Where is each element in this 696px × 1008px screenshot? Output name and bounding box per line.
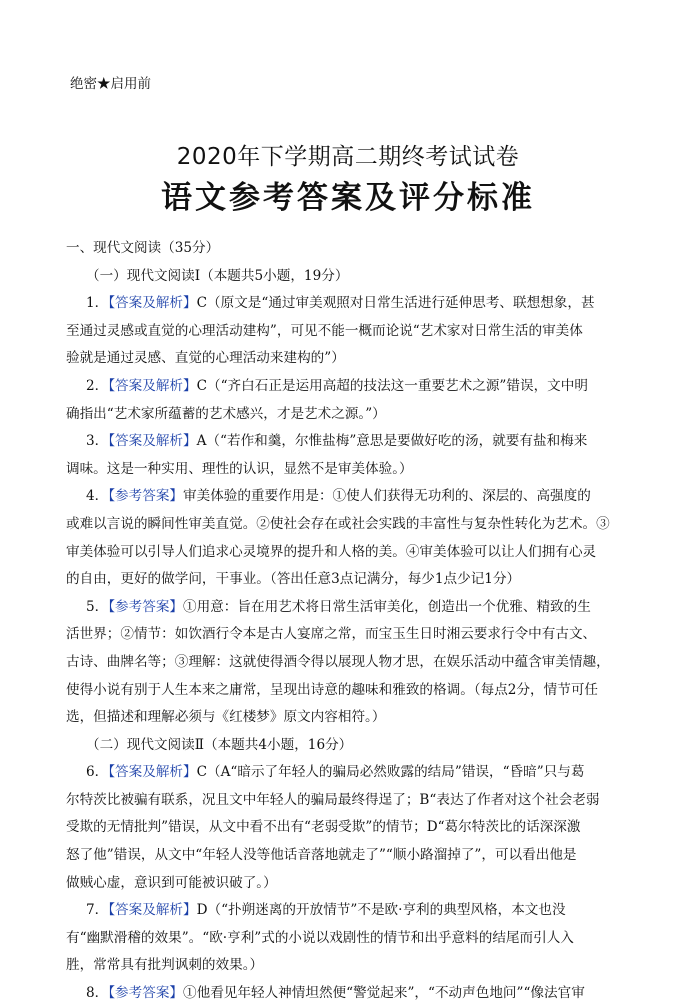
line-text: 使得小说有别于人生本来之庸常，呈现出诗意的趣味和雅致的格调。（每点2分，情节可任	[66, 681, 599, 698]
answer-tag: 【答案及解析】	[108, 433, 197, 450]
line-text: 至通过灵感或直觉的心理活动建构”，可见不能一概而论说“艺术家对日常生活的审美体	[66, 322, 583, 339]
question-number: 3．	[86, 433, 109, 450]
text-line	[66, 401, 632, 429]
line-text: （一）现代文阅读Ⅰ（本题共5小题，19分）	[86, 267, 349, 284]
text-line	[66, 456, 632, 484]
text-line	[66, 373, 632, 401]
text-line	[66, 759, 632, 787]
line-text: ①用意：旨在用艺术将日常生活审美化，创造出一个优雅、精致的生	[183, 598, 591, 615]
text-line	[66, 952, 632, 980]
text-line	[66, 649, 632, 677]
text-line	[66, 980, 632, 1008]
line-text: A（“若作和羹，尔惟盐梅”意思是要做好吃的汤，就要有盐和梅来	[196, 433, 588, 450]
line-text: C（A“暗示了年轻人的骗局必然败露的结局”错误，“昏暗”只与葛	[196, 764, 585, 781]
line-text: 的自由，更好的做学问，干事业。（答出任意3点记满分，每少1点少记1分）	[66, 571, 521, 588]
answer-tag: 【参考答案】	[108, 488, 184, 505]
line-text: ①他看见年轻人神情坦然便“警觉起来”，“不动声色地问”“像法官审	[183, 985, 585, 1002]
text-line	[66, 677, 632, 705]
line-text: 古诗、曲牌名等；③理解：这就使得酒令得以展现人物才思，在娱乐活动中蕴含审美情趣，	[66, 653, 610, 670]
line-text: 选，但描述和理解必须与《红楼梦》原文内容相符。）	[66, 709, 386, 726]
line-text: 有“幽默滑稽的效果”。“欧·亨利”式的小说以戏剧性的情节和出乎意料的结尾而引人入	[66, 929, 574, 946]
line-text: 审美体验的重要作用是：①使人们获得无功利的、深层的、高强度的	[183, 488, 591, 505]
question-number: 7．	[86, 902, 109, 919]
text-line	[66, 870, 632, 898]
text-line	[66, 428, 632, 456]
text-line	[66, 814, 632, 842]
text-line	[66, 539, 632, 567]
text-line	[66, 263, 632, 291]
line-text: 调味。这是一种实用、理性的认识，显然不是审美体验。）	[66, 460, 413, 477]
text-line	[66, 621, 632, 649]
text-line	[66, 290, 632, 318]
answer-key-title: 语文参考答案及评分标准	[161, 180, 535, 216]
line-text: （二）现代文阅读Ⅱ（本题共4小题，16分）	[86, 736, 353, 753]
line-text: 或难以言说的瞬间性审美直觉。②使社会存在或社会实践的丰富性与复杂性转化为艺术。③	[66, 515, 610, 532]
text-line	[66, 925, 632, 953]
line-text: 受欺的无情批判”错误，从文中看不出有“老弱受欺”的情节；D“葛尔特茨比的话深深激	[66, 819, 581, 836]
text-line	[66, 732, 632, 760]
answer-tag: 【答案及解析】	[108, 902, 197, 919]
line-text: 审美体验可以引导人们追求心灵境界的提升和人格的美。④审美体验可以让人们拥有心灵	[66, 543, 597, 560]
text-line	[66, 235, 632, 263]
question-number: 6．	[86, 764, 109, 781]
question-number: 4．	[86, 488, 109, 505]
answer-tag: 【答案及解析】	[108, 377, 197, 394]
line-text: C（“齐白石正是运用高超的技法这一重要艺术之源”错误，文中明	[196, 377, 588, 394]
answer-tag: 【参考答案】	[108, 598, 184, 615]
answer-tag: 【参考答案】	[108, 985, 184, 1002]
text-line	[66, 842, 632, 870]
text-line	[66, 704, 632, 732]
exam-title: 2020年下学期高二期终考试试卷	[176, 144, 520, 170]
text-line	[66, 511, 632, 539]
question-number: 8．	[86, 985, 109, 1002]
line-text: D（“扑朔迷离的开放情节”不是欧·亨利的典型风格，本文也没	[196, 902, 566, 919]
question-number: 1．	[86, 295, 109, 312]
text-line	[66, 594, 632, 622]
text-line	[66, 897, 632, 925]
line-text: 验就是通过灵感、直觉的心理活动来建构的”）	[66, 350, 345, 367]
confidential-label: 绝密★启用前	[70, 76, 151, 92]
line-text: 一、现代文阅读（35分）	[66, 240, 220, 256]
line-text: 活世界；②情节：如饮酒行令本是古人宴席之常，而宝玉生日时湘云要求行令中有古文、	[66, 626, 597, 643]
answer-tag: 【答案及解析】	[108, 295, 197, 312]
question-number: 5．	[86, 598, 109, 615]
text-line	[66, 566, 632, 594]
text-line	[66, 345, 632, 373]
line-text: C（原文是“通过审美观照对日常生活进行延伸思考、联想想象，甚	[196, 295, 595, 312]
text-line	[66, 318, 632, 346]
line-text: 怒了他”错误，从文中“年轻人没等他话音落地就走了”“顺小路溜掉了”，可以看出他是	[66, 847, 577, 864]
line-text: 胜，常常具有批判讽刺的效果。）	[66, 957, 264, 974]
answer-tag: 【答案及解析】	[108, 764, 197, 781]
text-line	[66, 483, 632, 511]
line-text: 尔特茨比被骗有联系，况且文中年轻人的骗局最终得逞了；B“表达了作者对这个社会老弱	[66, 791, 600, 808]
text-line	[66, 787, 632, 815]
line-text: 确指出“艺术家所蕴蓄的艺术感兴，才是艺术之源。”）	[66, 405, 386, 422]
question-number: 2．	[86, 377, 109, 394]
line-text: 做贼心虚，意识到可能被识破了。）	[66, 874, 277, 891]
answer-body	[66, 235, 632, 1008]
